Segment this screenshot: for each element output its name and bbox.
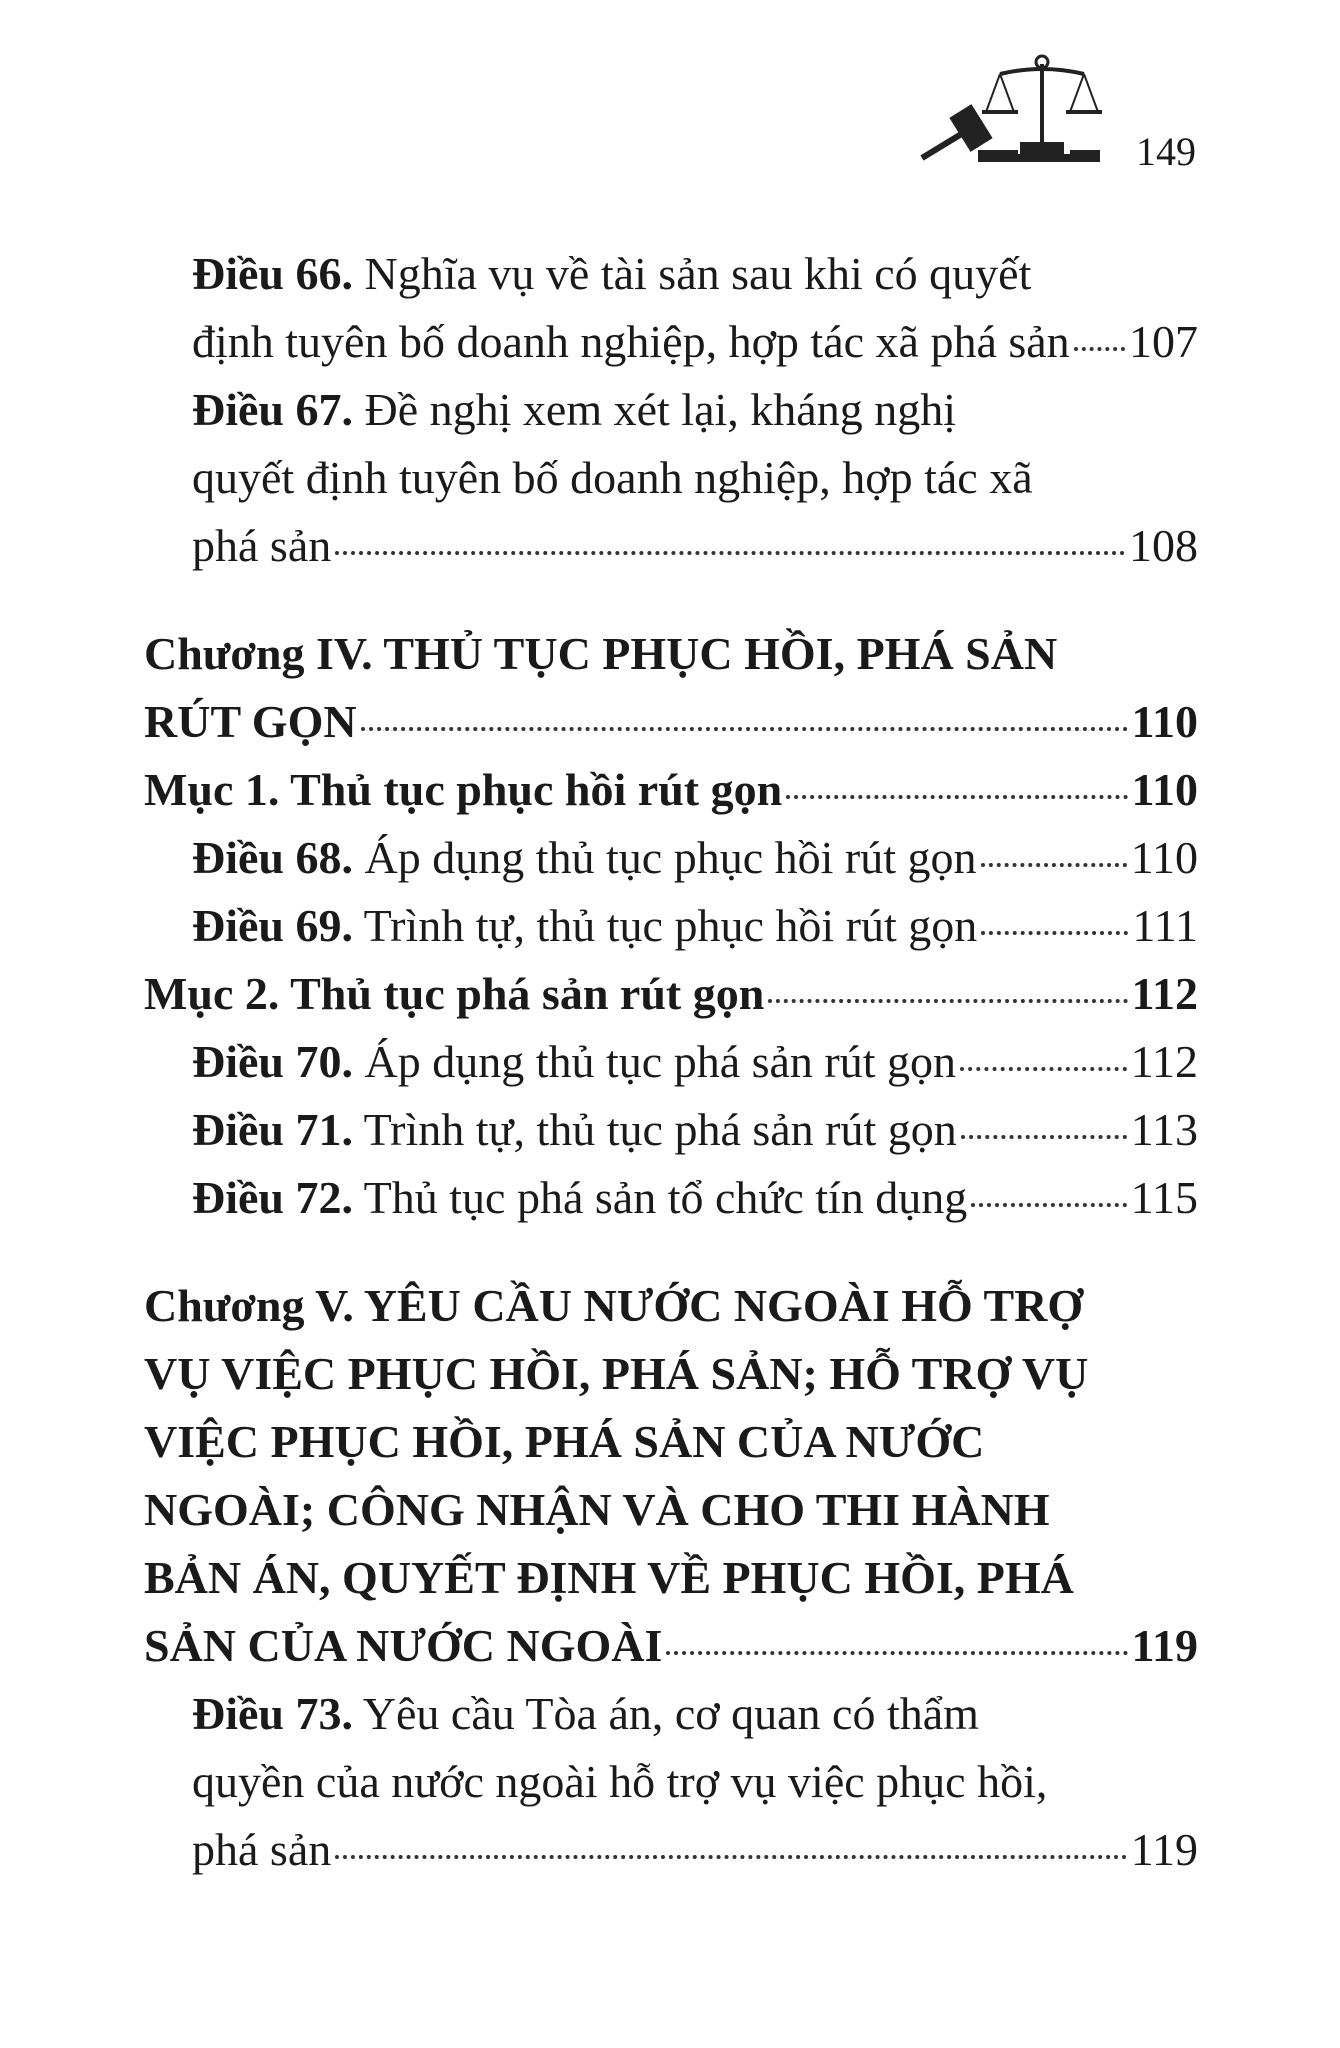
dot-leader xyxy=(666,1651,1127,1655)
article-title: Nghĩa vụ về tài sản sau khi có quyết xyxy=(364,248,1032,299)
page-ref: 111 xyxy=(1132,900,1198,951)
toc-entry-section-2[interactable] xyxy=(144,960,1198,1028)
section-title: Mục 2. Thủ tục phá sản rút gọn xyxy=(144,968,765,1019)
chapter-title-cont: SẢN CỦA NƯỚC NGOÀI xyxy=(144,1620,663,1671)
table-of-contents xyxy=(144,240,1198,1884)
article-title: Trình tự, thủ tục phá sản rút gọn xyxy=(363,1104,957,1155)
article-label: Điều 73. xyxy=(192,1688,353,1739)
article-title-cont: phá sản xyxy=(192,520,332,571)
toc-entry-article-72[interactable] xyxy=(148,1164,1198,1232)
article-title: Thủ tục phá sản tổ chức tín dụng xyxy=(363,1172,968,1223)
chapter-title-cont: VỤ VIỆC PHỤC HỒI, PHÁ SẢN; HỖ TRỢ VỤ xyxy=(144,1348,1089,1399)
section-title: Mục 1. Thủ tục phục hồi rút gọn xyxy=(144,764,783,815)
page-ref: 119 xyxy=(1130,1824,1198,1875)
chapter-title-cont: RÚT GỌN xyxy=(144,696,357,747)
article-title: Áp dụng thủ tục phá sản rút gọn xyxy=(364,1036,957,1087)
article-label: Điều 68. xyxy=(192,832,353,883)
dot-leader xyxy=(786,795,1127,799)
dot-leader xyxy=(335,551,1125,555)
article-title-cont: phá sản xyxy=(192,1824,332,1875)
article-title: Đề nghị xem xét lại, kháng nghị xyxy=(364,384,956,435)
article-title: Trình tự, thủ tục phục hồi rút gọn xyxy=(363,900,978,951)
article-title: Áp dụng thủ tục phục hồi rút gọn xyxy=(364,832,977,883)
article-title-cont: quyết định tuyên bố doanh nghiệp, hợp tác xã xyxy=(192,452,1033,503)
scales-gavel-icon xyxy=(920,50,1115,165)
article-label: Điều 67. xyxy=(192,384,353,435)
article-title-cont: quyền của nước ngoài hỗ trợ vụ việc phục hồi, xyxy=(192,1756,1048,1807)
toc-entry-section-1[interactable] xyxy=(144,756,1198,824)
toc-entry-article-66[interactable] xyxy=(148,240,1198,376)
page-ref: 113 xyxy=(1130,1104,1198,1155)
chapter-title-cont: VIỆC PHỤC HỒI, PHÁ SẢN CỦA NƯỚC xyxy=(144,1416,985,1467)
chapter-title: Chương V. YÊU CẦU NƯỚC NGOÀI HỖ TRỢ xyxy=(144,1280,1084,1331)
chapter-title-cont: BẢN ÁN, QUYẾT ĐỊNH VỀ PHỤC HỒI, PHÁ xyxy=(144,1552,1074,1603)
article-label: Điều 69. xyxy=(192,900,353,951)
page-ref: 119 xyxy=(1131,1620,1198,1671)
page-ref: 110 xyxy=(1131,696,1198,747)
article-title: Yêu cầu Tòa án, cơ quan có thẩm xyxy=(362,1688,979,1739)
toc-entry-article-67[interactable] xyxy=(148,376,1198,580)
chapter-title-cont: NGOÀI; CÔNG NHẬN VÀ CHO THI HÀNH xyxy=(144,1484,1050,1535)
dot-leader xyxy=(960,1067,1127,1071)
page-ref: 110 xyxy=(1130,832,1198,883)
page-ref: 110 xyxy=(1131,764,1198,815)
dot-leader xyxy=(981,931,1128,935)
page-ref: 108 xyxy=(1129,520,1198,571)
dot-leader xyxy=(971,1203,1126,1207)
page-ref: 112 xyxy=(1131,968,1198,1019)
dot-leader xyxy=(361,727,1128,731)
page-ref: 112 xyxy=(1130,1036,1198,1087)
dot-leader xyxy=(981,863,1127,867)
article-label: Điều 71. xyxy=(192,1104,353,1155)
page-ref: 107 xyxy=(1129,316,1198,367)
article-label: Điều 70. xyxy=(192,1036,353,1087)
toc-entry-article-71[interactable] xyxy=(148,1096,1198,1164)
dot-leader xyxy=(335,1855,1126,1859)
toc-entry-chapter-5[interactable] xyxy=(144,1272,1198,1680)
dot-leader xyxy=(768,999,1127,1003)
toc-entry-chapter-4[interactable] xyxy=(144,620,1198,756)
chapter-title: Chương IV. THỦ TỤC PHỤC HỒI, PHÁ SẢN xyxy=(144,628,1058,679)
article-title-cont: định tuyên bố doanh nghiệp, hợp tác xã phá sản xyxy=(192,316,1070,367)
page-header xyxy=(920,50,1210,174)
toc-entry-article-73[interactable] xyxy=(148,1680,1198,1884)
article-label: Điều 72. xyxy=(192,1172,353,1223)
article-label: Điều 66. xyxy=(192,248,353,299)
toc-entry-article-68[interactable] xyxy=(148,824,1198,892)
dot-leader xyxy=(961,1135,1127,1139)
page-ref: 115 xyxy=(1130,1172,1198,1223)
toc-entry-article-70[interactable] xyxy=(148,1028,1198,1096)
page-number: 149 xyxy=(1136,129,1196,174)
dot-leader xyxy=(1074,347,1125,351)
toc-entry-article-69[interactable] xyxy=(148,892,1198,960)
